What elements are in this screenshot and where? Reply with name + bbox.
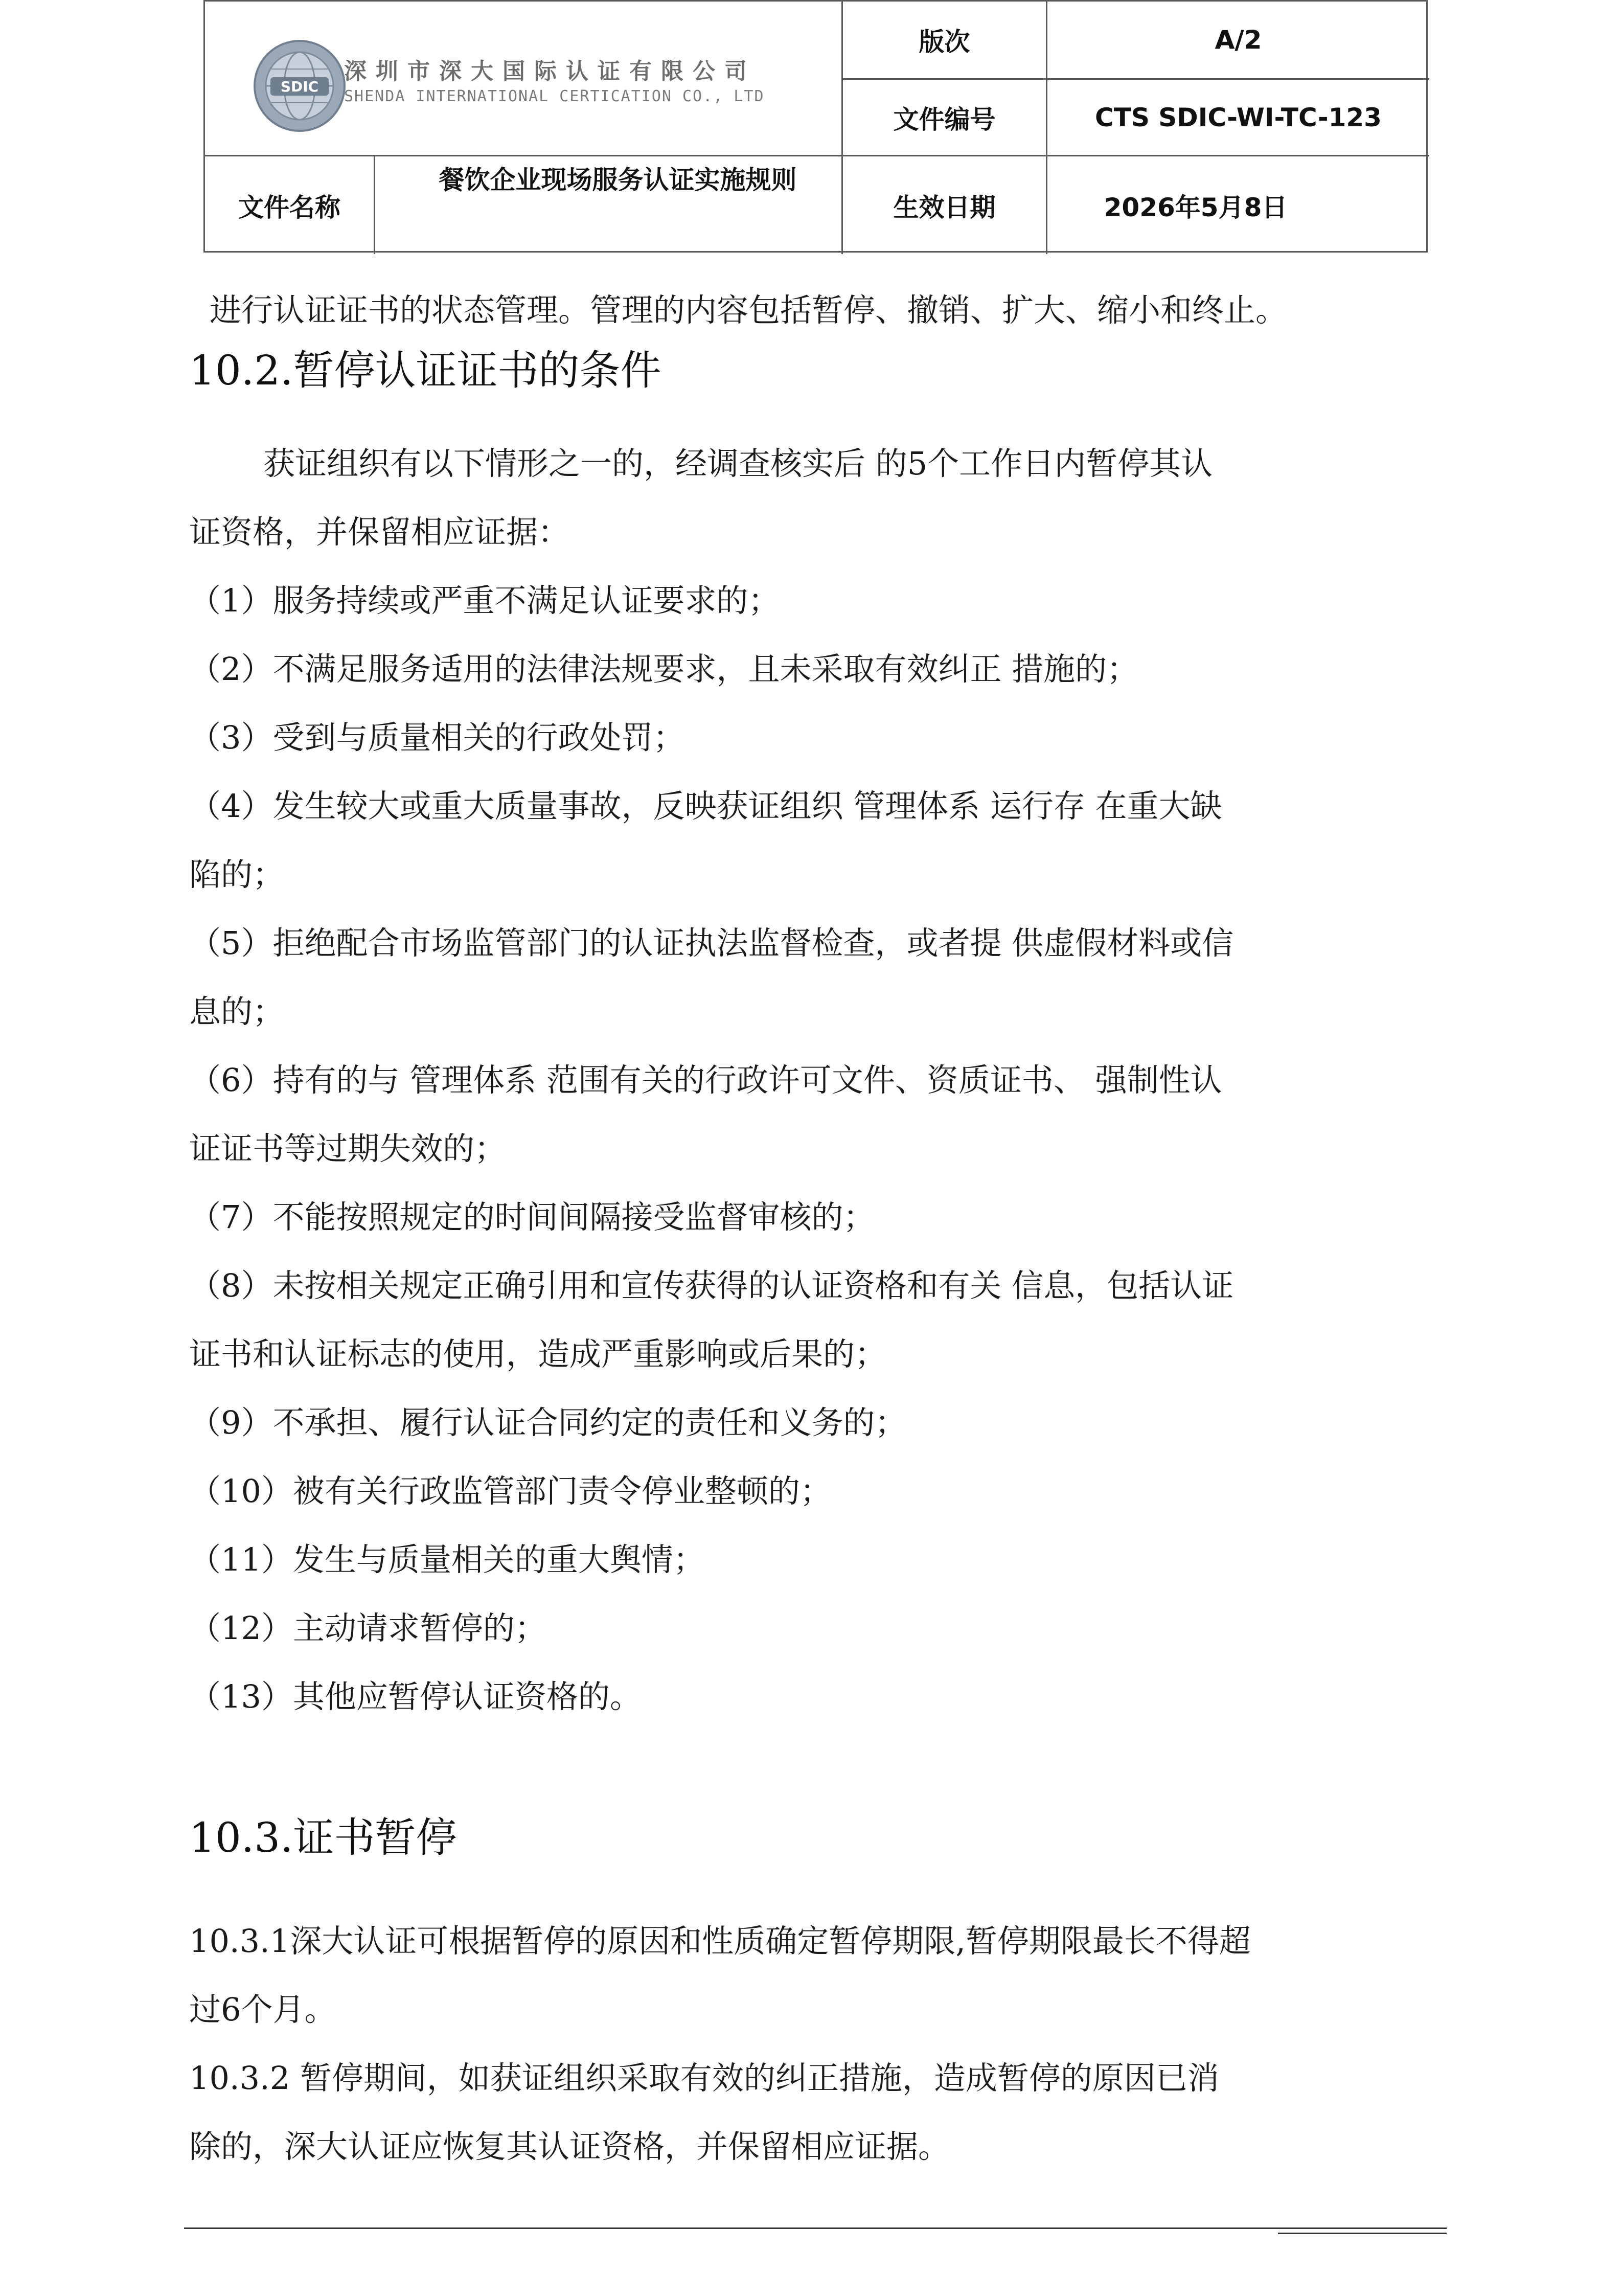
clause-10-3-2-cont: 除的，深大认证应恢复其认证资格，并保留相应证据。 (189, 2128, 950, 2165)
list-item-8: （8）未按相关规定正确引用和宣传获得的认证资格和有关 信息，包括认证 (189, 1267, 1234, 1304)
list-item-8-cont: 证书和认证标志的使用，造成严重影响或后果的； (189, 1335, 887, 1373)
list-item-5-cont: 息的； (189, 993, 285, 1030)
docname-label: 文件名称 (238, 192, 340, 222)
list-item-7: （7）不能按照规定的时间间隔接受监督审核的； (189, 1198, 875, 1236)
list-item-13: （13）其他应暂停认证资格的。 (189, 1678, 642, 1715)
docno-value: CTS SDIC-WI-TC-123 (1095, 102, 1382, 132)
company-logo (205, 2, 841, 155)
section-10-3-heading: 10.3.证书暂停 (189, 1814, 457, 1861)
list-item-4: （4）发生较大或重大质量事故，反映获证组织 管理体系 运行存 在重大缺 (189, 787, 1222, 825)
clause-10-3-1-cont: 过6个月。 (189, 1991, 336, 2028)
document-header-table (203, 0, 1428, 253)
effective-date-label: 生效日期 (893, 192, 996, 222)
clause-10-3-2: 10.3.2 暂停期间，如获证组织采取有效的纠正措施，造成暂停的原因已消 (189, 2059, 1219, 2097)
effective-date-value: 2026年5月8日 (1104, 192, 1288, 222)
list-item-6: （6）持有的与 管理体系 范围有关的行政许可文件、资质证书、 强制性认 (189, 1061, 1222, 1099)
list-item-12: （12）主动请求暂停的； (189, 1609, 546, 1647)
list-item-3: （3）受到与质量相关的行政处罚； (189, 719, 685, 756)
company-name-en: SHENDA INTERNATIONAL CERTICATION CO., LTD (344, 87, 765, 105)
version-value: A/2 (1215, 25, 1262, 55)
docname-value: 餐饮企业现场服务认证实施规则 (439, 165, 797, 195)
svg-text:SDIC: SDIC (280, 78, 319, 95)
section-10-2-lead-line1: 获证组织有以下情形之一的，经调查核实后 的5个工作日内暂停其认 (263, 445, 1213, 482)
footer-divider (184, 2227, 1447, 2229)
list-item-5: （5）拒绝配合市场监管部门的认证执法监督检查，或者提 供虚假材料或信 (189, 924, 1234, 962)
company-name-cn: 深圳市深大国际认证有限公司 (344, 58, 756, 84)
section-10-2-lead-line2: 证资格，并保留相应证据： (189, 513, 570, 551)
globe-logo-icon (251, 37, 348, 134)
list-item-11: （11）发生与质量相关的重大舆情； (189, 1541, 705, 1578)
list-item-9: （9）不承担、履行认证合同约定的责任和义务的； (189, 1404, 907, 1441)
list-item-1: （1）服务持续或严重不满足认证要求的； (189, 582, 780, 619)
list-item-4-cont: 陷的； (189, 856, 285, 893)
section-10-2-heading: 10.2.暂停认证证书的条件 (189, 347, 661, 394)
clause-10-3-1: 10.3.1深大认证可根据暂停的原因和性质确定暂停期限,暂停期限最长不得超 (189, 1922, 1251, 1960)
list-item-6-cont: 证证书等过期失效的； (189, 1130, 507, 1167)
docno-label: 文件编号 (893, 104, 996, 134)
intro-paragraph: 进行认证证书的状态管理。管理的内容包括暂停、撤销、扩大、缩小和终止。 (210, 291, 1288, 329)
list-item-10: （10）被有关行政监管部门责令停业整顿的； (189, 1472, 832, 1510)
version-label: 版次 (919, 27, 970, 57)
footer-divider-short (1278, 2233, 1447, 2234)
list-item-2: （2）不满足服务适用的法律法规要求，且未采取有效纠正 措施的； (189, 650, 1139, 688)
